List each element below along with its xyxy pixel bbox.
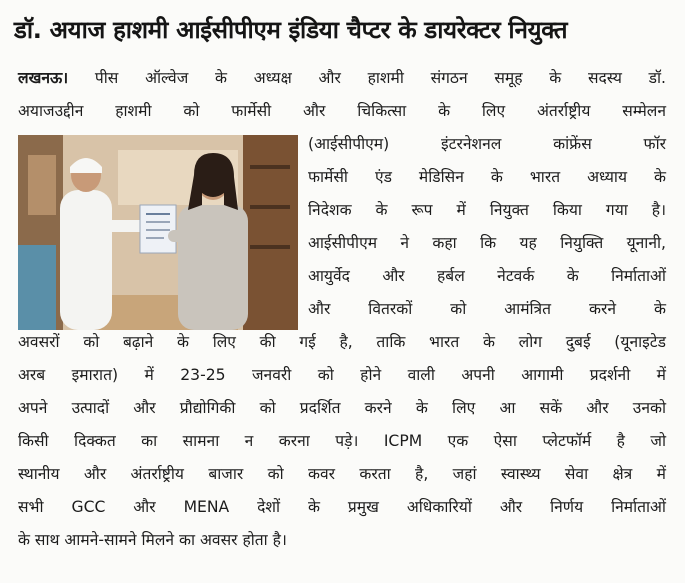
article-line-15: के साथ आमने-सामने मिलने का अवसर होता है। bbox=[18, 531, 287, 549]
article-line-1 bbox=[18, 63, 666, 93]
article-line-12: किसी दिक्कत का सामना न करना पड़े। ICPM एक ऐसा प्लेटफॉर्म है जो bbox=[18, 432, 666, 450]
photo-window bbox=[28, 155, 56, 215]
article-line-3: (आईसीपीएम) इंटरनेशनल कांफ्रेंस फॉर bbox=[308, 135, 666, 153]
article-line-9: अवसरों को बढ़ाने के लिए की गई है, ताकि भारत के लोग दुबई (यूनाइटेड bbox=[18, 333, 666, 351]
article-line-11: अपने उत्पादों और प्रौद्योगिकी को प्रदर्शित करने के लिए आ सकें और उनको bbox=[18, 399, 666, 417]
article-line-4: फार्मेसी एंड मेडिसिन के भारत अध्याय के bbox=[308, 168, 666, 186]
article-line-10: अरब इमारात) में 23-25 जनवरी को होने वाली अपनी आगामी प्रदर्शनी में bbox=[18, 366, 666, 384]
article-line-5: निदेशक के रूप में नियुक्त किया गया है। bbox=[308, 201, 666, 219]
article-line-1-text: पीस ऑल्वेज के अध्यक्ष और हाशमी संगठन समूह के सदस्य डॉ. bbox=[68, 69, 666, 87]
dateline: लखनऊ। bbox=[18, 69, 69, 87]
article-line-2: अयाजउद्दीन हाशमी को फार्मेसी और चिकित्सा के लिए अंतर्राष्ट्रीय सम्मेलन bbox=[18, 102, 666, 120]
photo-person-left-robe bbox=[60, 190, 112, 330]
article-line-6: आईसीपीएम ने कहा कि यह नियुक्ति यूनानी, bbox=[308, 234, 666, 252]
photo-person-right-jacket bbox=[178, 205, 248, 330]
news-photo bbox=[18, 135, 298, 330]
article-line-7: आयुर्वेद और हर्बल नेटवर्क के निर्माताओं bbox=[308, 267, 666, 285]
photo-chair bbox=[18, 245, 56, 330]
photo-shelf bbox=[243, 135, 298, 330]
photo-icon bbox=[18, 135, 298, 330]
article-line-13: स्थानीय और अंतर्राष्ट्रीय बाजार को कवर करता है, जहां स्वास्थ्य सेवा क्षेत्र में bbox=[18, 465, 666, 483]
article-line-8: और वितरकों को आमंत्रित करने के bbox=[308, 300, 666, 318]
headline: डॉ. अयाज हाशमी आईसीपीएम इंडिया चैप्टर के डायरेक्टर नियुक्त bbox=[14, 16, 568, 44]
article-line-14: सभी GCC और MENA देशों के प्रमुख अधिकारियों और निर्णय निर्माताओं bbox=[18, 498, 666, 516]
